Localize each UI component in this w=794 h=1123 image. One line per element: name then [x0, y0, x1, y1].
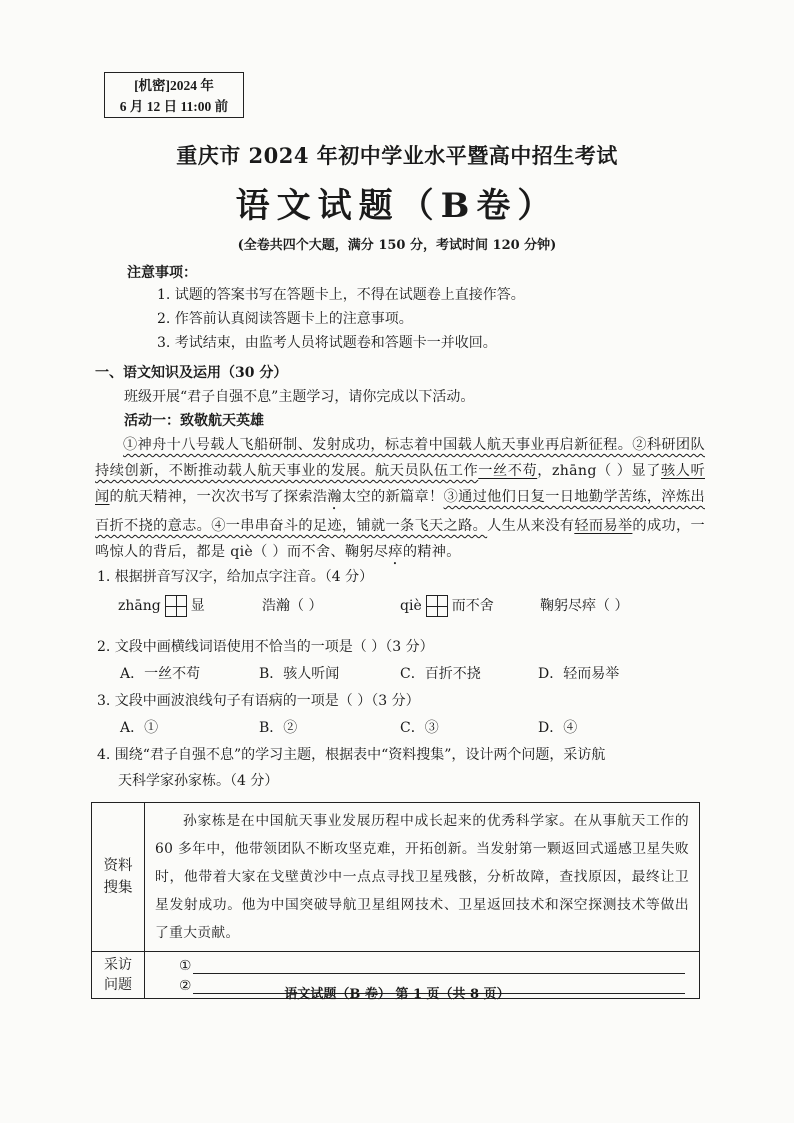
confidential-line1: [机密]2024 年: [134, 78, 214, 93]
q1-answer-box-1[interactable]: [165, 595, 187, 617]
term-qing-er-yi-ju: 轻而易举: [574, 518, 633, 534]
passage-sentence-3: ③通过他们日复一日地勤学苦练，淬炼出百折不挠的意志。: [95, 489, 705, 534]
passage-sentence-2g: 太空的新篇章！: [341, 489, 444, 505]
answer-line-1[interactable]: ①: [179, 954, 693, 974]
passage-sentence-2a: ②科研团队持续创新，不断推动载人航天事业的发展。航天员队伍工作: [95, 437, 705, 479]
q2-option-c[interactable]: C．百折不挠: [400, 666, 481, 682]
page-footer: 语文试题（B 卷） 第 1 页（共 8 页）: [284, 987, 510, 1002]
q1-items: [118, 594, 205, 618]
note-item-1: 1. 试题的答案书写在答题卡上，不得在试题卷上直接作答。: [157, 287, 525, 303]
table-row-materials: [92, 803, 700, 952]
q1-stem: 1. 根据拼音写汉字，给加点字注音。（4 分）: [97, 569, 374, 585]
passage-sentence-2c: ，zhāng（ ）显了: [537, 463, 662, 479]
q4-stem-line1: 4. 围绕“君子自强不息”的学习主题，根据表中“资料搜集”，设计两个问题，采访航: [97, 747, 606, 763]
paper-title: 语文试题（B卷）: [235, 186, 559, 226]
q3-option-a[interactable]: A．①: [120, 720, 159, 736]
materials-content: 孙家栋是在中国航天事业发展历程中成长起来的优秀科学家。在从事航天工作的 60 多年中，他带领团队不断攻坚克难，开拓创新。当发射第一颗返回式遥感卫星失败时，他带着大家在戈壁黄沙中一点点寻找卫星残骸，分析故障，查找原因，最终让卫星发射成功。他为中国突破导航卫星组网技术、卫星返回技术和深空探测技术等做出了重大贡献。: [145, 803, 700, 952]
answer-line-2[interactable]: ②: [179, 974, 693, 994]
q2-option-b[interactable]: B．骇人听闻: [259, 666, 340, 682]
label-materials: 资料 搜集: [92, 803, 145, 952]
term-hairen-tingwen: 骇人听闻: [95, 463, 705, 505]
note-item-2: 2. 作答前认真阅读答题卡上的注意事项。: [157, 311, 413, 327]
confidential-box: [104, 72, 244, 118]
q3-option-b[interactable]: B．②: [259, 720, 298, 736]
q1-item-4: 鞠躬尽瘁（ ）: [540, 598, 629, 614]
section1-heading: 一、语文知识及运用（30 分）: [95, 365, 288, 381]
passage-sentence-2e: 的航天精神，一次次书写了探索浩: [109, 489, 328, 505]
q4-stem-line2: 天科学家孙家栋。（4 分）: [118, 773, 279, 789]
q1-item-2: 浩瀚（ ）: [262, 598, 323, 614]
q1-item-3: [400, 594, 494, 618]
q1-after-1: 显: [190, 598, 205, 614]
paper-info: (全卷共四个大题，满分 150 分，考试时间 120 分钟): [237, 238, 557, 253]
confidential-line2: 6 月 12 日 11:00 前: [119, 99, 229, 114]
passage-sentence-4: ④一串串奋斗的足迹，铺就一条飞天之路。: [211, 518, 488, 534]
q3-option-d[interactable]: D．④: [538, 720, 578, 736]
q3-stem: 3. 文段中画波浪线句子有语病的一项是（ ）（3 分）: [97, 693, 420, 709]
q1-pinyin-zhang: zhāng: [118, 598, 161, 614]
passage-sentence-5a: 人生从来没有: [487, 518, 575, 534]
dotted-char-cui: 瘁: [388, 544, 403, 560]
q3-option-c[interactable]: C．③: [400, 720, 439, 736]
note-item-3: 3. 考试结束，由监考人员将试题卷和答题卡一并收回。: [157, 335, 497, 351]
section1-intro: 班级开展“君子自强不息”主题学习，请你完成以下活动。: [124, 389, 475, 405]
passage: [95, 432, 705, 568]
q1-pinyin-qie: qiè: [400, 598, 422, 614]
passage-sentence-5e: 的精神。: [402, 544, 461, 560]
passage-sentence-5c: 的成功，一鸣惊人的背后，都是 qiè（ ）而不舍、鞠躬尽: [95, 518, 706, 560]
q2-option-d[interactable]: D．轻而易举: [538, 666, 620, 682]
exam-title: 重庆市 2024 年初中学业水平暨高中招生考试: [176, 143, 618, 168]
q2-stem: 2. 文段中画横线词语使用不恰当的一项是（ ）（3 分）: [97, 639, 434, 655]
notes-heading: 注意事项：: [127, 265, 197, 281]
label-interview-questions: 采访 问题: [92, 952, 145, 999]
term-yisi-bugou: 一丝不苟: [478, 463, 538, 479]
passage-sentence-1: ①神舟十八号载人飞船研制、发射成功，标志着中国载人航天事业再启新征程。: [123, 437, 633, 453]
q1-answer-box-2[interactable]: [426, 595, 448, 617]
dotted-char-han: 瀚: [327, 489, 342, 505]
info-table: [91, 802, 700, 999]
activity1-heading: 活动一：致敬航天英雄: [124, 413, 264, 429]
q2-option-a[interactable]: A．一丝不苟: [120, 666, 201, 682]
q1-after-3: 而不舍: [451, 598, 494, 614]
